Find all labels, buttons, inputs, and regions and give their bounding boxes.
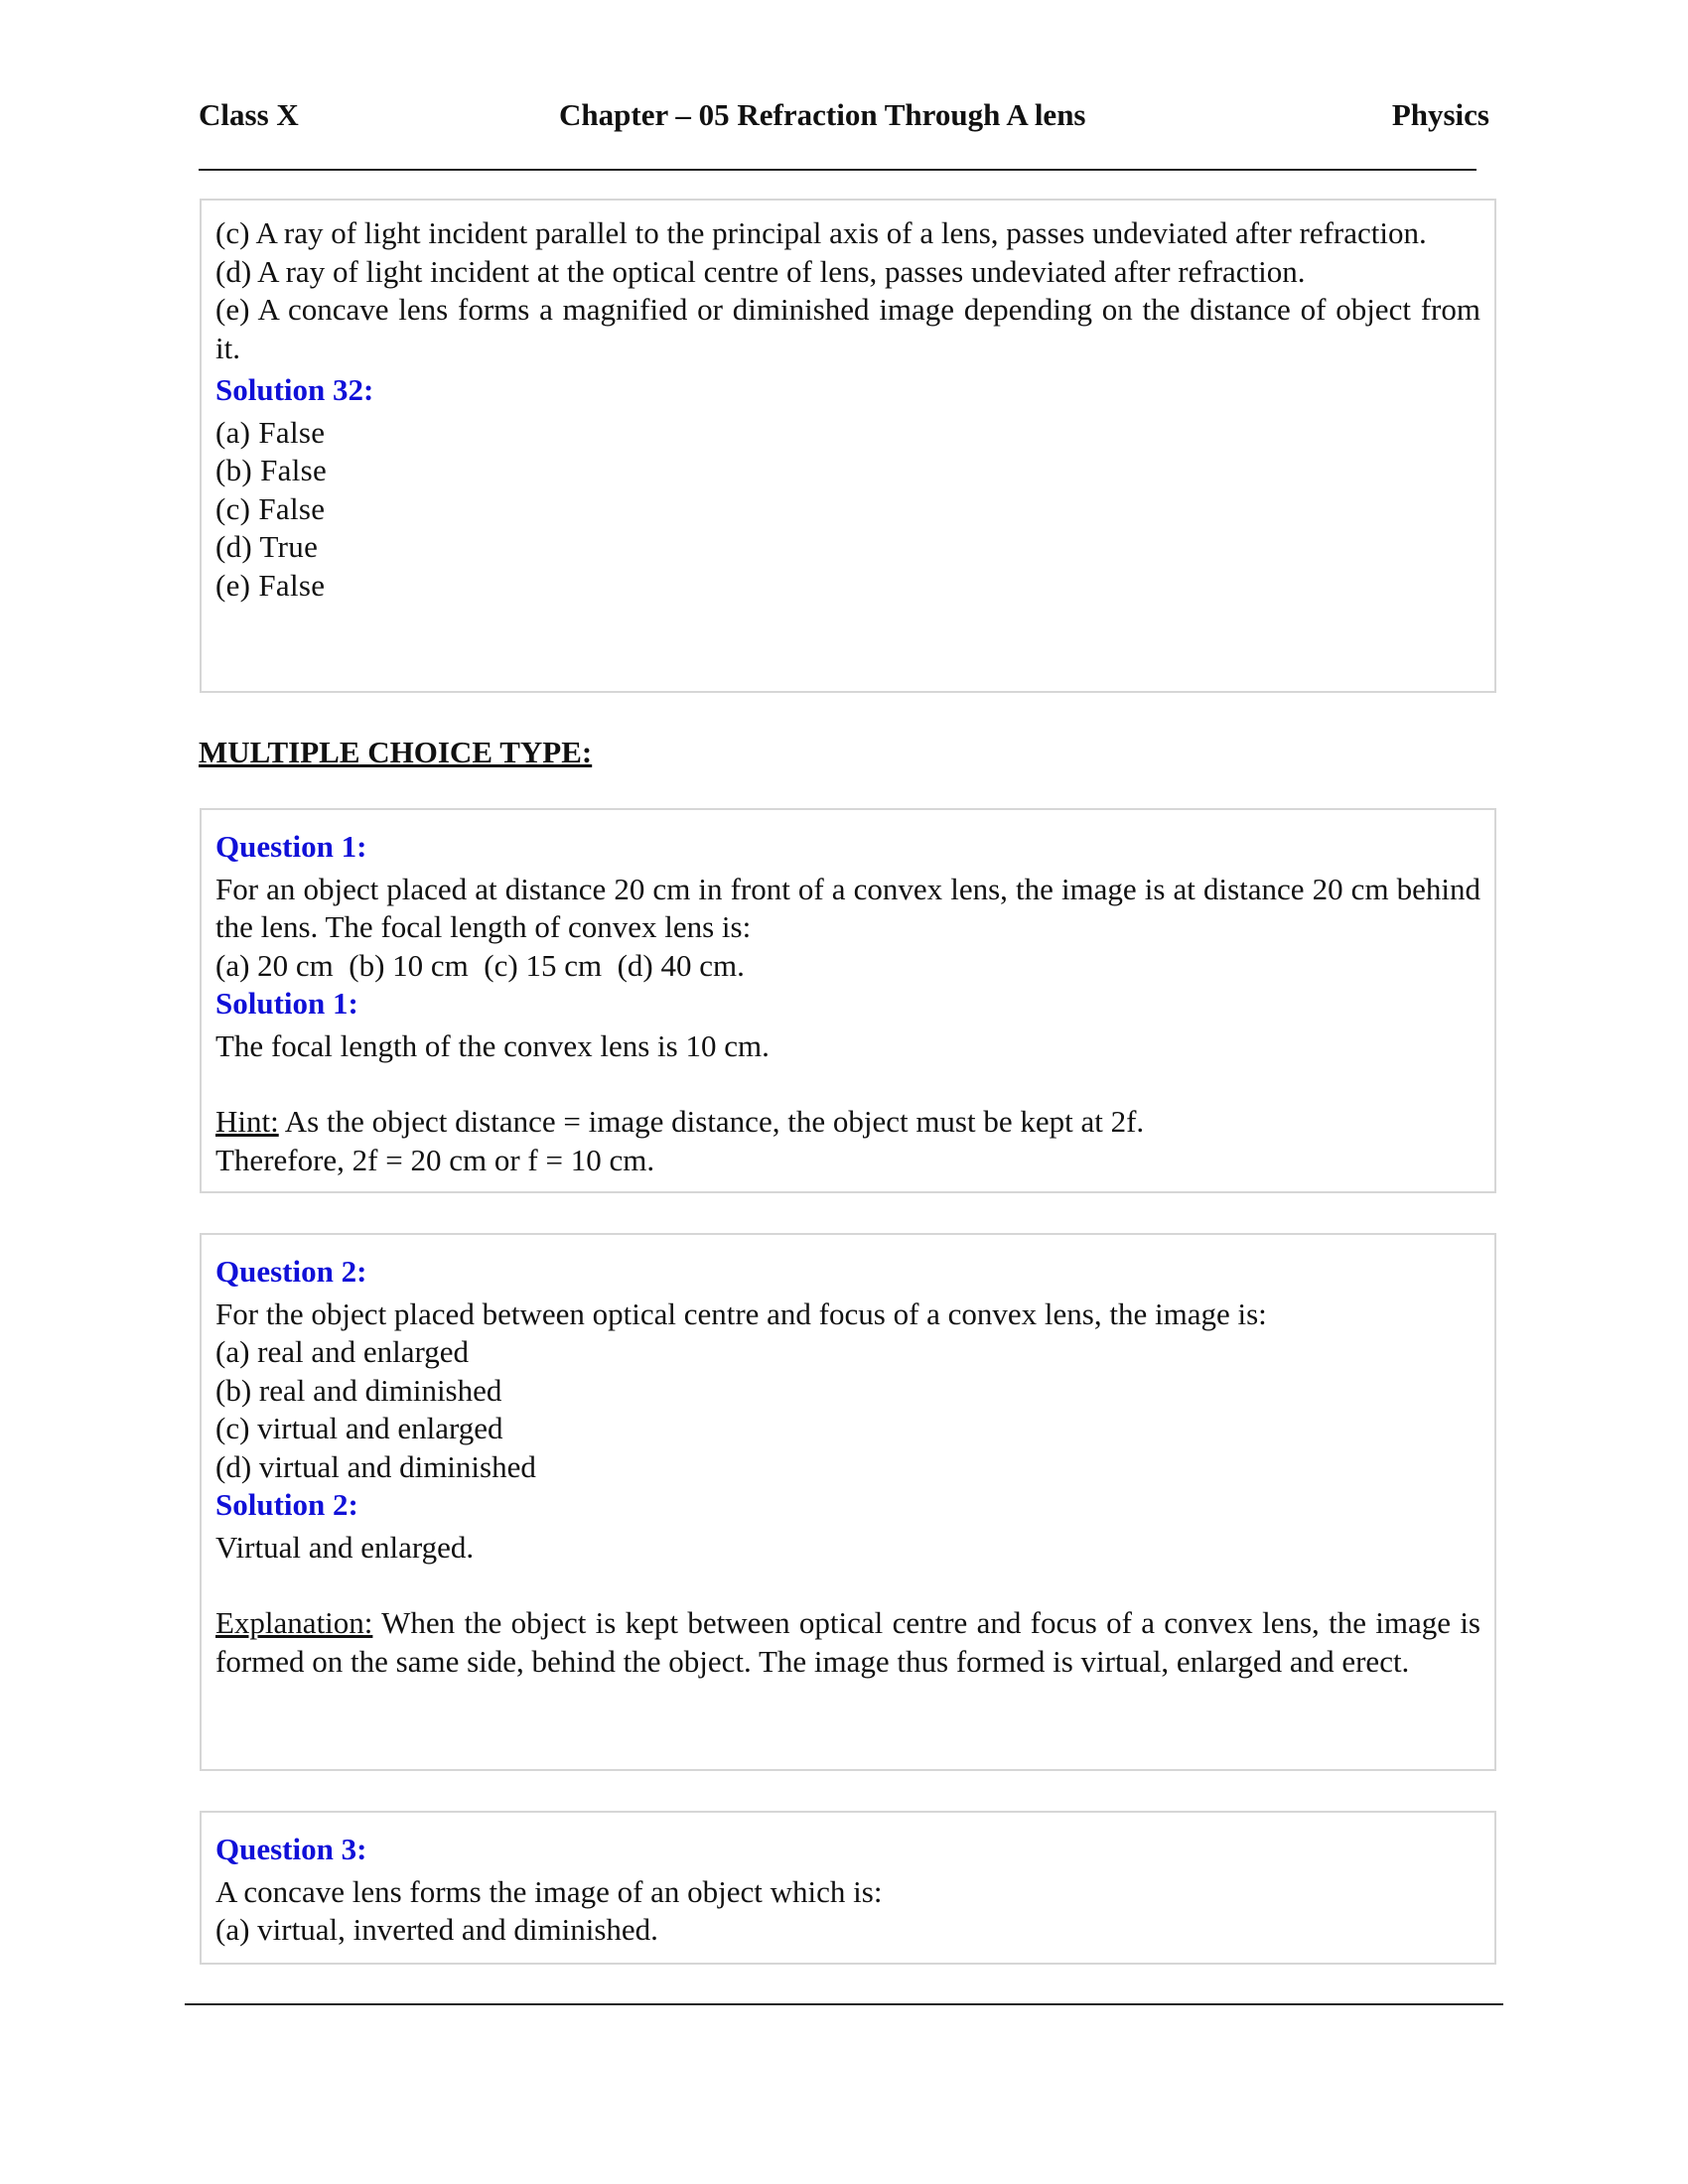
- question-2-option-c: (c) virtual and enlarged: [215, 1411, 503, 1445]
- question-1-heading: Question 1:: [215, 829, 367, 864]
- subject-label: Physics: [1391, 97, 1489, 132]
- answer-c: (c) False: [215, 490, 326, 526]
- explanation-text: When the object is kept between optical centre and focus of a convex lens, the image is formed on the same side, behind the object. The image thus formed is virtual, enlarged and erect.: [215, 1605, 1480, 1679]
- question-2-heading: Question 2:: [215, 1254, 367, 1289]
- question-2-option-a: (a) real and enlarged: [215, 1334, 470, 1369]
- page-header: [199, 97, 1489, 141]
- solution-2-heading: Solution 2:: [215, 1487, 358, 1522]
- question-3-option-a: (a) virtual, inverted and diminished.: [215, 1912, 658, 1947]
- hint-line-2: Therefore, 2f = 20 cm or f = 10 cm.: [215, 1142, 655, 1177]
- footer-divider: [185, 2003, 1503, 2005]
- hint-line: [215, 1103, 1480, 1142]
- question-3-text: A concave lens forms the image of an object which is:: [215, 1873, 883, 1909]
- solution-32-heading: Solution 32:: [215, 372, 374, 407]
- question-2-option-b: (b) real and diminished: [215, 1372, 502, 1408]
- solution-1-heading: Solution 1:: [215, 986, 358, 1021]
- answer-a: (a) False: [215, 414, 326, 450]
- question-1-text: For an object placed at distance 20 cm in front of a convex lens, the image is at distance 20 cm behind the lens. The focal length of convex lens is:: [215, 871, 1480, 944]
- true-false-box: [200, 199, 1496, 693]
- hint-text: As the object distance = image distance, the object must be kept at 2f.: [278, 1104, 1145, 1139]
- class-label: Class X: [199, 97, 299, 132]
- header-divider: [199, 169, 1477, 171]
- explanation-label: Explanation:: [215, 1605, 373, 1640]
- question-1-options: (a) 20 cm (b) 10 cm (c) 15 cm (d) 40 cm.: [215, 947, 745, 983]
- hint-label: Hint:: [215, 1104, 279, 1139]
- question-1-box: [200, 808, 1496, 1193]
- statement-c: (c) A ray of light incident parallel to the principal axis of a lens, passes undeviated after refraction.: [215, 215, 1427, 250]
- statement-d: (d) A ray of light incident at the optical centre of lens, passes undeviated after refraction.: [215, 253, 1306, 289]
- explanation-paragraph: [215, 1604, 1480, 1681]
- question-2-box: [200, 1233, 1496, 1771]
- solution-1-answer: The focal length of the convex lens is 10 cm.: [215, 1027, 770, 1063]
- answer-b: (b) False: [215, 453, 328, 487]
- question-3-box: [200, 1811, 1496, 1965]
- answer-d: (d) True: [215, 529, 319, 564]
- answer-e: (e) False: [215, 567, 326, 603]
- statement-e: (e) A concave lens forms a magnified or diminished image depending on the distance of object from it.: [215, 292, 1480, 365]
- question-3-heading: Question 3:: [215, 1832, 367, 1866]
- question-2-text: For the object placed between optical centre and focus of a convex lens, the image is:: [215, 1296, 1267, 1331]
- section-title: MULTIPLE CHOICE TYPE:: [199, 735, 593, 769]
- question-2-option-d: (d) virtual and diminished: [215, 1448, 536, 1484]
- chapter-title: Chapter – 05 Refraction Through A lens: [559, 97, 1086, 132]
- solution-2-answer: Virtual and enlarged.: [215, 1529, 475, 1565]
